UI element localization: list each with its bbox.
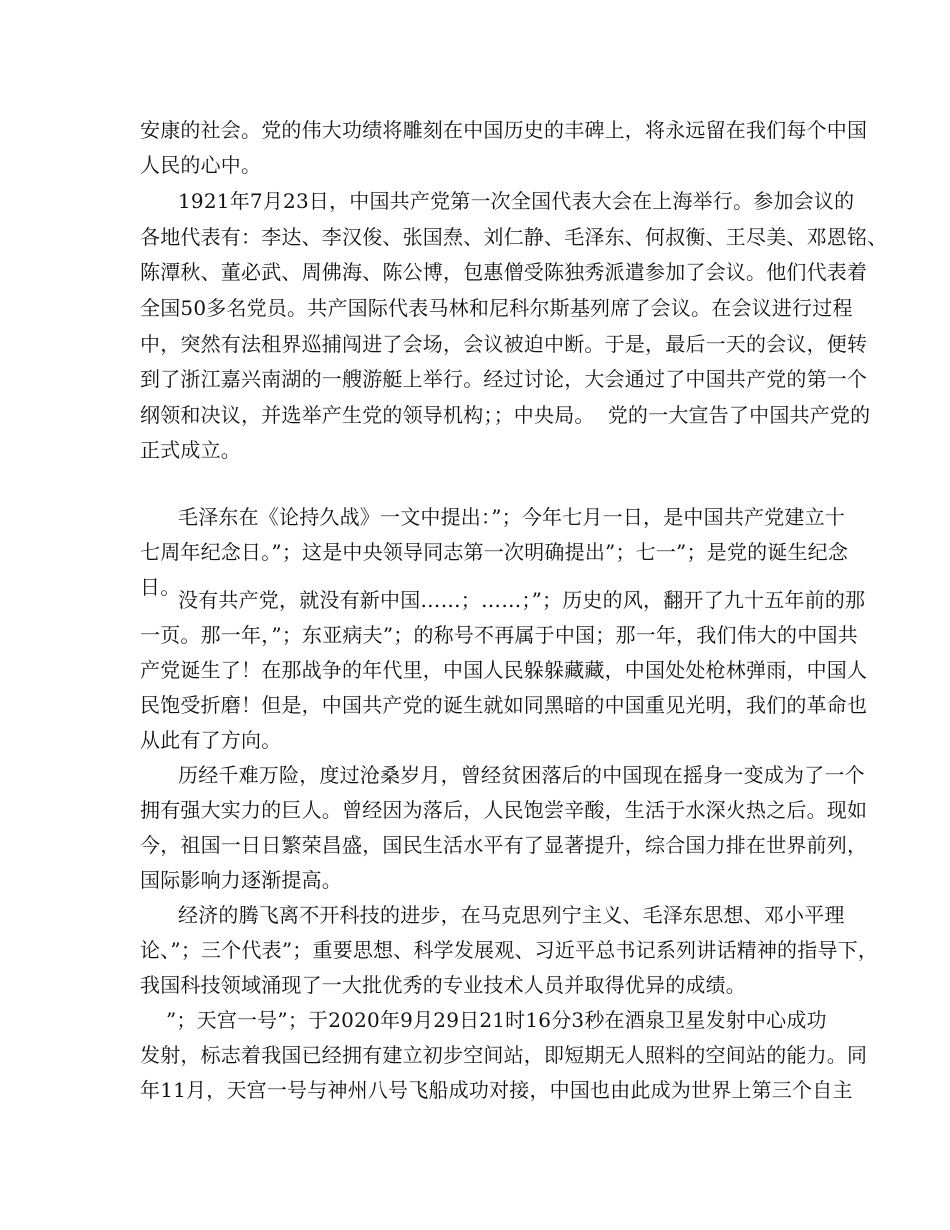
text-line: 没有共产党，就没有新中国……；……；”；历史的风，翻开了九十五年前的那	[178, 588, 866, 612]
text-line: 正式成立。	[140, 438, 241, 462]
text-line: 今，祖国一日日繁荣昌盛，国民生活水平有了显著提升，综合国力排在世界前列，	[140, 833, 868, 857]
text-line: 纲领和决议，并选举产生党的领导机构；；中央局。 党的一大宣告了中国共产党的	[140, 403, 871, 427]
text-line: 我国科技领域涌现了一大批优秀的专业技术人员并取得优异的成绩。	[140, 973, 746, 997]
text-line: 从此有了方向。	[140, 728, 282, 752]
text-line: 国际影响力逐渐提高。	[140, 868, 342, 892]
text-line: 一页。那一年，”；东亚病夫”；的称号不再属于中国；那一年，我们伟大的中国共	[140, 623, 858, 647]
text-line: 安康的社会。党的伟大功绩将雕刻在中国历史的丰碑上，将永远留在我们每个中国	[140, 118, 868, 142]
text-line: 人民的心中。	[140, 153, 262, 177]
text-line: 经济的腾飞离不开科技的进步，在马克思列宁主义、毛泽东思想、邓小平理	[178, 903, 845, 927]
text-line: 各地代表有：李达、李汉俊、张国焘、刘仁静、毛泽东、何叔衡、王尽美、邓恩铭、	[140, 225, 888, 249]
text-line: 产党诞生了！在那战争的年代里，中国人民躲躲藏藏，中国处处枪林弹雨，中国人	[140, 658, 868, 682]
text-line: 毛泽东在《论持久战》一文中提出：”；今年七月一日，是中国共产党建立十	[178, 505, 846, 529]
text-line: 七周年纪念日。”；这是中央领导同志第一次明确提出”；七一”；是党的诞生纪念	[140, 540, 849, 564]
text-line: 年11月，天宫一号与神州八号飞船成功对接，中国也由此成为世界上第三个自主	[140, 1078, 853, 1102]
text-line: 日。	[140, 575, 181, 599]
text-line: 发射，标志着我国已经拥有建立初步空间站，即短期无人照料的空间站的能力。同	[140, 1043, 868, 1067]
text-line: 历经千难万险，度过沧桑岁月，曾经贫困落后的中国现在摇身一变成为了一个	[178, 763, 865, 787]
text-line: 拥有强大实力的巨人。曾经因为落后，人民饱尝辛酸，生活于水深火热之后。现如	[140, 798, 868, 822]
text-line: 论、”；三个代表”；重要思想、科学发展观、习近平总书记系列讲话精神的指导下，	[140, 938, 879, 962]
text-line: ”；天宫一号”；于2020年9月29日21时16分3秒在酒泉卫星发射中心成功	[166, 1008, 827, 1032]
text-line: 民饱受折磨！但是，中国共产党的诞生就如同黑暗的中国重见光明，我们的革命也	[140, 693, 868, 717]
text-line: 到了浙江嘉兴南湖的一艘游艇上举行。经过讨论，大会通过了中国共产党的第一个	[140, 367, 868, 391]
text-line: 陈潭秋、董必武、周佛海、陈公博，包惠僧受陈独秀派遣参加了会议。他们代表着	[140, 260, 868, 284]
text-line: 1921年7月23日，中国共产党第一次全国代表大会在上海举行。参加会议的	[178, 189, 855, 213]
text-line: 中，突然有法租界巡捕闯进了会场，会议被迫中断。于是，最后一天的会议，便转	[140, 332, 868, 356]
text-line: 全国50多名党员。共产国际代表马林和尼科尔斯基列席了会议。在会议进行过程	[140, 296, 853, 320]
